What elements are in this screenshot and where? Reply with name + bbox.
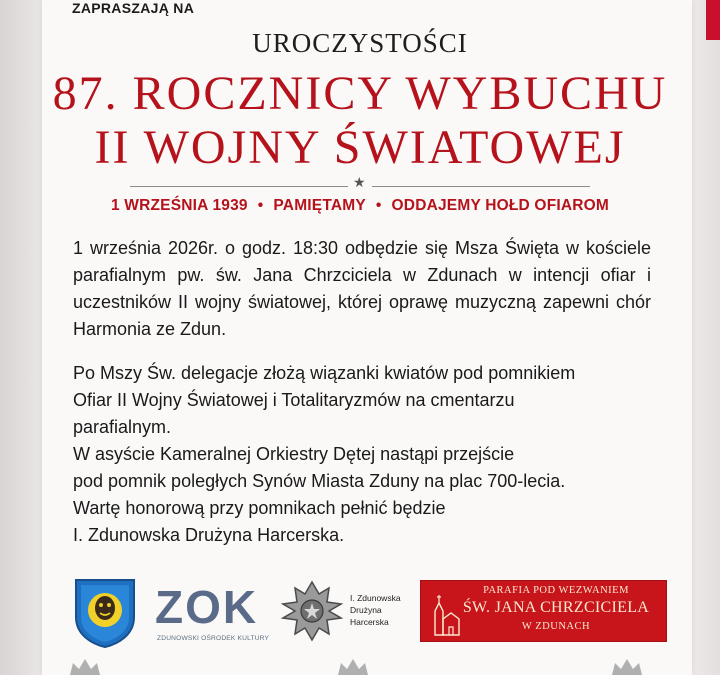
scout-team-name (350, 592, 401, 628)
zok-logo (155, 581, 270, 646)
tagline-remember: PAMIĘTAMY (273, 197, 366, 214)
detail-line: Po Mszy Św. delegacje złożą wiązanki kwiatów pod pomnikiem (73, 363, 576, 383)
tagline-date: 1 WRZEŚNIA 1939 (110, 197, 248, 214)
detail-line: Ofiar II Wojny Światowej i Totalitaryzmów na cmentarzu (73, 390, 515, 410)
scout-line: Harcerska (350, 617, 389, 627)
title-line-2: II WOJNY ŚWIATOWEJ (94, 121, 626, 174)
event-subtitle: UROCZYSTOŚCI (252, 28, 468, 58)
parish-line-2: ŚW. JANA CHRZCICIELA (462, 599, 650, 616)
invite-label: ZAPRASZAJĄ NA (72, 0, 195, 16)
detail-line: W asyście Kameralnej Orkiestry Dętej nastąpi przejście (73, 444, 515, 464)
bullet-icon: • (375, 197, 382, 214)
divider-line-left (130, 186, 348, 187)
crown-ornament-icon (70, 657, 100, 675)
ceremony-details (73, 360, 651, 549)
divider-line-right (372, 186, 590, 187)
detail-line: I. Zdunowska Drużyna Harcerska. (73, 525, 345, 545)
parish-logo (420, 580, 667, 642)
scout-line: I. Zdunowska (350, 593, 401, 603)
detail-line: parafialnym. (73, 417, 172, 437)
star-icon: ★ (353, 175, 366, 191)
title-line-1: 87. ROCZNICY WYBUCHU (52, 67, 668, 120)
tagline-tribute: ODDAJEMY HOŁD OFIAROM (391, 197, 610, 214)
tagline (0, 197, 720, 215)
scout-line: Drużyna (350, 605, 382, 615)
zok-caption: ZDUNOWSKI OŚRODEK KULTURY (157, 635, 270, 642)
mass-announcement: 1 września 2026r. o godz. 18:30 odbędzie się Msza Święta w kościele parafialnym pw. św. Jana Chrzciciela w Zdunach w intencji ofiar i uczestników II wojny światowej, której oprawę muzyczną zapewni chór Harmonia ze Zdun. (73, 238, 651, 339)
parish-line-3: W ZDUNACH (521, 621, 591, 632)
detail-line: Wartę honorową przy pomnikach pełnić będzie (73, 498, 446, 518)
crown-ornament-icon (612, 657, 642, 675)
scout-cross-icon (281, 580, 343, 642)
zduny-coat-of-arms-icon (73, 577, 137, 649)
bullet-icon: • (257, 197, 264, 214)
crown-ornament-icon (338, 657, 368, 675)
title-divider (130, 175, 590, 191)
zok-letters: ZOK (155, 581, 259, 633)
detail-line: pod pomnik poległych Synów Miasta Zduny na plac 700-lecia. (73, 471, 566, 491)
parish-line-1: PARAFIA POD WEZWANIEM (483, 585, 629, 596)
